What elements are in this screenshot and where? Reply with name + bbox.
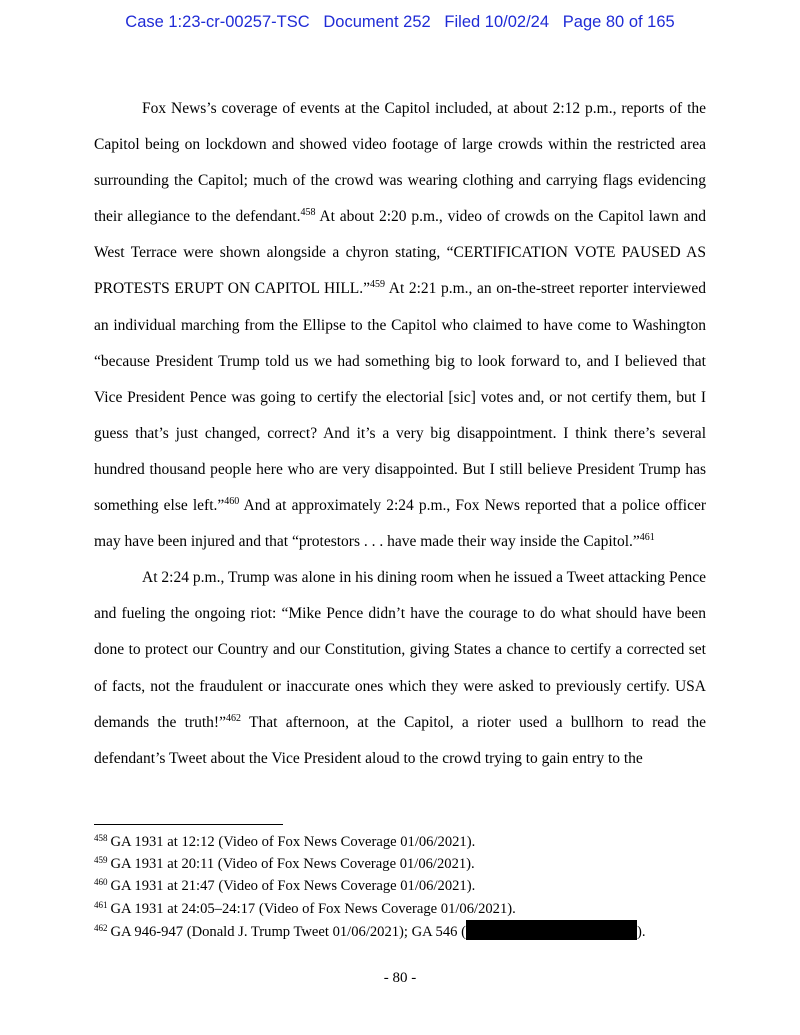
footnote-ref-458: 458 (300, 207, 316, 219)
paragraph-2 (94, 560, 706, 777)
footnote-462 (94, 920, 706, 943)
footnote-separator (94, 824, 283, 825)
footnote-number: 461 (94, 899, 108, 910)
footnote-number: 462 (94, 922, 108, 933)
footnote-number: 458 (94, 833, 108, 843)
footnote-ref-462: 462 (225, 712, 241, 724)
footnote-text: GA 1931 at 20:11 (Video of Fox News Coverage 01/06/2021). (110, 856, 475, 873)
p2-sentence-1: At 2:24 p.m., Trump was alone in his dining room when he issued a Tweet attacking Pence and fueling the ongoing riot: “Mike Pence didn’t have the courage to do what should have been done to protect our Country and our Constitution, giving States a chance to certify a corrected set of facts, not the fraudulent or inaccurate ones which they were asked to previously certify. USA demands the truth!” (94, 569, 706, 731)
p1-sentence-4: And at approximately 2:24 p.m., Fox News reported that a police officer may have been injured and that “protestors . . . have made their way inside the Capitol.” (94, 497, 706, 551)
p2-sentence-2: That afternoon, at the Capitol, a rioter used a bullhorn to read the defendant’s Tweet about the Vice President aloud to the crowd trying to gain entry to the (94, 713, 706, 767)
footnotes (94, 831, 706, 943)
footnote-461 (94, 898, 706, 920)
p1-sentence-1: Fox News’s coverage of events at the Capitol included, at about 2:12 p.m., reports of the Capitol being on lockdown and showed video footage of large crowds within the restricted area surrounding the Capitol; much of the crowd was wearing clothing and carrying flags evidencing their allegiance to the defendant. (94, 100, 706, 226)
p1-sentence-3: At 2:21 p.m., an on-the-street reporter interviewed an individual marching from the Ellipse to the Capitol who claimed to have come to Washington “because President Trump told us we had something big to look forward to, and I believed that Vice President Pence was going to certify the electorial [sic] votes and, or not certify them, but I guess that’s just changed, correct? And it’s a very big disappointment. I think there’s several hundred thousand people here who are very disappointed. But I still believe President Trump has something else left.” (94, 280, 706, 515)
footnote-text: GA 1931 at 21:47 (Video of Fox News Coverage 01/06/2021). (110, 878, 476, 895)
footnote-ref-459: 459 (370, 279, 386, 291)
footnote-ref-460: 460 (224, 496, 240, 508)
footnote-number: 459 (94, 855, 108, 866)
footnote-text-after: ). (636, 923, 646, 940)
footnote-ref-461: 461 (639, 532, 655, 544)
case-header: Case 1:23-cr-00257-TSC Document 252 Filed 10/02/24 Page 80 of 165 (125, 13, 675, 31)
page-number: - 80 - (383, 970, 417, 986)
footnote-text: GA 1931 at 24:05–24:17 (Video of Fox News Coverage 01/06/2021). (110, 900, 516, 917)
footnote-459 (94, 853, 706, 875)
paragraph-1 (94, 91, 706, 560)
footnote-458 (94, 831, 706, 853)
body-text (94, 91, 706, 777)
redaction-box (466, 920, 637, 940)
footnote-text-before: GA 946-947 (Donald J. Trump Tweet 01/06/2021); GA 546 ( (110, 923, 466, 940)
footnote-text: GA 1931 at 12:12 (Video of Fox News Coverage 01/06/2021). (110, 834, 476, 850)
footnote-number: 460 (94, 877, 108, 888)
p1-sentence-2: At about 2:20 p.m., video of crowds on the Capitol lawn and West Terrace were shown alongside a chyron stating, “CERTIFICATION VOTE PAUSED AS PROTESTS ERUPT ON CAPITOL HILL.” (94, 208, 707, 298)
footnote-460 (94, 875, 706, 897)
